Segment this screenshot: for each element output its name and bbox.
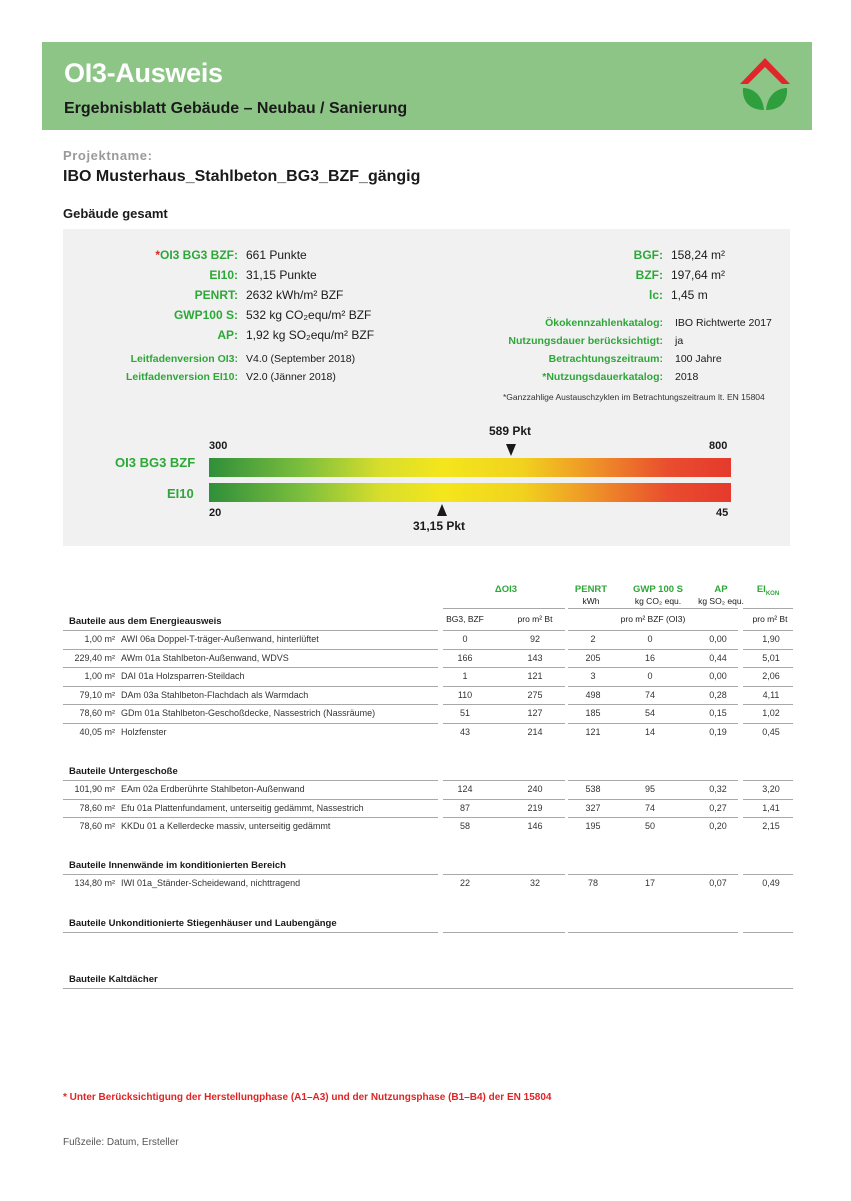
divider [568, 932, 738, 933]
catalog-setting [463, 368, 698, 386]
footnote: * Unter Berücksichtigung der Herstellungphase (A1–A3) und der Nutzungsphase (B1–B4) der EN 15804 [63, 1092, 552, 1103]
row-area: 1,00 m² [84, 634, 115, 644]
version-value: V2.0 (Jänner 2018) [246, 371, 336, 383]
header-gwp-unit: kg CO₂ equ. [634, 596, 682, 606]
header-pro-bt: pro m² Bt [517, 614, 553, 624]
guideline-version [63, 368, 336, 386]
summary-metric [63, 285, 343, 305]
row-area: 40,05 m² [79, 726, 115, 737]
header-ei-sub: KON [765, 590, 780, 597]
row-bg3-value: 87 [459, 802, 470, 813]
project-label: Projektname: [63, 148, 153, 163]
row-area: 78,60 m² [79, 802, 115, 813]
row-penrt-value: 195 [585, 821, 601, 831]
header-ei-text: EI [756, 584, 766, 595]
row-component-name: KKDu 01 a Kellerdecke massiv, unterseitig gedämmt [121, 821, 331, 831]
table-row [63, 724, 793, 742]
catalog-key: *Nutzungsdauerkatalog: [542, 371, 663, 383]
row-penrt-value: 538 [585, 784, 601, 794]
divider [63, 932, 438, 933]
row-ei-value: 0,49 [762, 878, 780, 888]
row-area: 134,80 m² [74, 878, 115, 888]
metric-key-text: PENRT: [194, 288, 238, 302]
building-key: BZF: [635, 268, 663, 282]
row-component-name: AWm 01a Stahlbeton-Außenwand, WDVS [121, 652, 289, 663]
row-component-name: Holzfenster [121, 726, 167, 737]
row-gwp-value: 17 [644, 878, 655, 888]
row-component-name: Efu 01a Plattenfundament, unterseitig gedämmt, Nassestrich [121, 802, 364, 813]
row-gwp-value: 0 [647, 671, 653, 681]
row-bt-value: 146 [527, 821, 543, 831]
row-bt-value: 275 [527, 689, 543, 700]
row-bg3-value: 0 [462, 634, 468, 644]
row-ap-value: 0,20 [709, 821, 727, 831]
metric-key [63, 285, 238, 305]
row-ei-value: 1,02 [762, 708, 780, 718]
page-footer: Fußzeile: Datum, Ersteller [63, 1137, 179, 1148]
row-bt-value: 92 [529, 634, 540, 644]
header-delta-oi3: ΔOI3 [494, 584, 518, 595]
row-ei-value: 4,11 [762, 689, 780, 700]
header-pro-bt2: pro m² Bt [752, 614, 788, 624]
catalog-key: Nutzungsdauer berücksichtigt: [508, 335, 663, 347]
metric-key [63, 245, 238, 265]
table-row [63, 800, 793, 818]
group-title: Bauteile Innenwände im konditionierten Bereich [69, 860, 286, 871]
row-ei-value: 5,01 [762, 652, 780, 663]
row-ap-value: 0,44 [709, 652, 727, 663]
divider [568, 608, 738, 609]
row-ei-value: 2,15 [762, 821, 780, 831]
metric-value: 1,92 kg SO₂equ/m² BZF [246, 328, 375, 342]
table-row [63, 650, 793, 668]
catalog-value: 2018 [675, 371, 699, 383]
metric-key [63, 325, 238, 345]
summary-metric [63, 265, 317, 285]
header-ap-unit: kg SO₂ equ. [698, 596, 744, 606]
row-penrt-value: 121 [585, 726, 601, 737]
ei10-bar-label: EI10 [167, 486, 194, 501]
row-penrt-value: 498 [585, 689, 601, 700]
building-key: BGF: [633, 248, 663, 262]
oi3-marker-label: 589 Pkt [489, 424, 532, 438]
catalog-setting [463, 314, 772, 332]
row-penrt-value: 205 [585, 652, 601, 663]
row-gwp-value: 54 [644, 708, 655, 718]
header-ap: AP [714, 584, 728, 595]
building-value: 158,24 m² [671, 248, 726, 262]
table-row [63, 781, 793, 799]
row-area: 78,60 m² [79, 708, 115, 718]
catalog-value: 100 Jahre [675, 353, 722, 365]
table-row [63, 631, 793, 649]
summary-metric [63, 245, 307, 265]
catalog-setting [463, 350, 722, 368]
row-ap-value: 0,28 [709, 689, 727, 700]
row-ei-value: 2,06 [762, 671, 780, 681]
row-ap-value: 0,07 [709, 878, 727, 888]
building-key: lc: [648, 288, 663, 302]
row-area: 78,60 m² [79, 821, 115, 831]
row-ap-value: 0,15 [709, 708, 727, 718]
summary-metric [63, 325, 374, 345]
row-ei-value: 1,90 [762, 634, 780, 644]
row-penrt-value: 327 [585, 802, 601, 813]
row-bt-value: 240 [527, 784, 543, 794]
summary-panel [63, 229, 790, 546]
row-bg3-value: 110 [457, 689, 473, 700]
metric-value: 532 kg CO₂equ/m² BZF [246, 308, 372, 322]
metric-key-text: GWP100 S: [173, 308, 238, 322]
catalog-key: Ökokennzahlenkatalog: [545, 317, 663, 329]
catalog-value: ja [675, 335, 684, 347]
divider [743, 608, 793, 609]
ei10-scale-min: 20 [209, 507, 222, 519]
row-ap-value: 0,32 [709, 784, 727, 794]
building-metric [493, 245, 725, 265]
page-title: OI3-Ausweis [64, 58, 223, 88]
row-bt-value: 143 [527, 652, 543, 663]
table-row [63, 687, 793, 705]
divider [743, 932, 793, 933]
project-name: IBO Musterhaus_Stahlbeton_BG3_BZF_gängig [63, 168, 421, 185]
row-component-name: DAI 01a Holzsparren-Steildach [121, 671, 245, 681]
table-row [63, 668, 793, 686]
summary-metric [63, 305, 371, 325]
group-title: Bauteile Kaltdächer [69, 974, 158, 985]
row-ei-value: 0,45 [762, 726, 780, 737]
group-title: Bauteile aus dem Energieausweis [69, 616, 222, 627]
row-component-name: IWI 01a_Ständer-Scheidewand, nichttragend [121, 878, 301, 888]
metric-key [63, 305, 238, 325]
ei10-scale-max: 45 [716, 507, 729, 519]
row-bt-value: 127 [527, 708, 543, 718]
header-penrt: PENRT [574, 584, 608, 595]
metric-value: 31,15 Punkte [246, 268, 317, 282]
header-bg3: BG3, BZF [446, 614, 484, 624]
row-component-name: GDm 01a Stahlbeton-Geschoßdecke, Nassestrich (Nassräume) [121, 708, 376, 718]
group-title: Bauteile Unkonditionierte Stiegenhäuser und Laubengänge [69, 918, 337, 929]
row-ap-value: 0,19 [709, 726, 727, 737]
building-value: 197,64 m² [671, 268, 726, 282]
row-bg3-value: 43 [459, 726, 470, 737]
row-bg3-value: 58 [459, 821, 470, 831]
asterisk: * [155, 248, 160, 262]
row-ap-value: 0,00 [709, 634, 727, 644]
divider [63, 988, 793, 989]
row-bt-value: 121 [527, 671, 543, 681]
header-banner [42, 42, 812, 130]
row-penrt-value: 3 [590, 671, 596, 681]
section-title: Gebäude gesamt [63, 206, 168, 221]
row-gwp-value: 74 [644, 802, 655, 813]
row-penrt-value: 185 [585, 708, 601, 718]
row-gwp-value: 95 [644, 784, 655, 794]
version-key: Leitfadenversion EI10: [125, 371, 238, 383]
oi3-scale-max: 800 [709, 440, 728, 452]
row-bt-value: 219 [527, 802, 543, 813]
row-area: 229,40 m² [74, 652, 115, 663]
oi3-scale-bar [209, 458, 731, 477]
metric-key [63, 265, 238, 285]
row-penrt-value: 78 [587, 878, 598, 888]
ei10-scale-bar [209, 483, 731, 502]
row-gwp-value: 16 [644, 652, 655, 663]
page-subtitle: Ergebnisblatt Gebäude – Neubau / Sanierung [64, 100, 408, 117]
row-bt-value: 214 [527, 726, 543, 737]
header-gwp: GWP 100 S [633, 584, 683, 595]
oi3-bar-label: OI3 BG3 BZF [115, 455, 196, 470]
row-ap-value: 0,27 [709, 802, 727, 813]
row-bg3-value: 1 [462, 671, 468, 681]
row-ei-value: 3,20 [762, 784, 780, 794]
ei10-marker-icon [437, 504, 447, 516]
row-area: 1,00 m² [84, 671, 115, 681]
metric-value: 661 Punkte [246, 248, 307, 262]
row-gwp-value: 0 [647, 634, 653, 644]
row-ap-value: 0,00 [709, 671, 727, 681]
row-component-name: DAm 03a Stahlbeton-Flachdach als Warmdach [121, 689, 309, 700]
header-ei [753, 584, 783, 597]
table-row [63, 705, 793, 723]
row-bg3-value: 22 [459, 878, 470, 888]
building-value: 1,45 m [671, 288, 708, 302]
row-area: 101,90 m² [74, 784, 115, 794]
divider [443, 608, 565, 609]
metric-key-text: OI3 BG3 BZF: [159, 248, 238, 262]
table-row [63, 875, 793, 893]
catalog-note: *Ganzzahlige Austauschzyklen im Betrachtungszeitraum lt. EN 15804 [503, 392, 765, 402]
oi3-marker-icon [506, 444, 516, 456]
building-metric [493, 265, 725, 285]
group-title: Bauteile Untergeschoße [69, 766, 178, 777]
catalog-key: Betrachtungszeitraum: [548, 353, 663, 365]
row-ei-value: 1,41 [762, 802, 780, 813]
row-bt-value: 32 [529, 878, 540, 888]
ibo-logo-icon [738, 56, 792, 114]
header-pro-bzf: pro m² BZF (OI3) [620, 614, 686, 624]
row-area: 79,10 m² [79, 689, 115, 700]
ei10-marker-label: 31,15 Pkt [413, 519, 466, 533]
row-bg3-value: 166 [457, 652, 473, 663]
header-penrt-unit: kWh [582, 596, 600, 606]
metric-key-text: AP: [217, 328, 238, 342]
divider [443, 932, 565, 933]
catalog-value: IBO Richtwerte 2017 [675, 317, 772, 329]
building-metric [493, 285, 708, 305]
catalog-setting [463, 332, 683, 350]
row-penrt-value: 2 [590, 634, 596, 644]
row-bg3-value: 124 [457, 784, 473, 794]
guideline-version [63, 350, 355, 368]
metric-key-text: EI10: [209, 268, 238, 282]
oi3-scale-min: 300 [209, 440, 228, 452]
row-gwp-value: 14 [644, 726, 655, 737]
row-component-name: EAm 02a Erdberührte Stahlbeton-Außenwand [121, 784, 305, 794]
version-value: V4.0 (September 2018) [246, 353, 356, 365]
table-row [63, 818, 793, 836]
row-gwp-value: 74 [644, 689, 655, 700]
version-key: Leitfadenversion OI3: [130, 353, 238, 365]
metric-value: 2632 kWh/m² BZF [246, 288, 344, 302]
row-bg3-value: 51 [459, 708, 470, 718]
row-component-name: AWI 06a Doppel-T-träger-Außenwand, hinterlüftet [121, 634, 319, 644]
row-gwp-value: 50 [644, 821, 655, 831]
